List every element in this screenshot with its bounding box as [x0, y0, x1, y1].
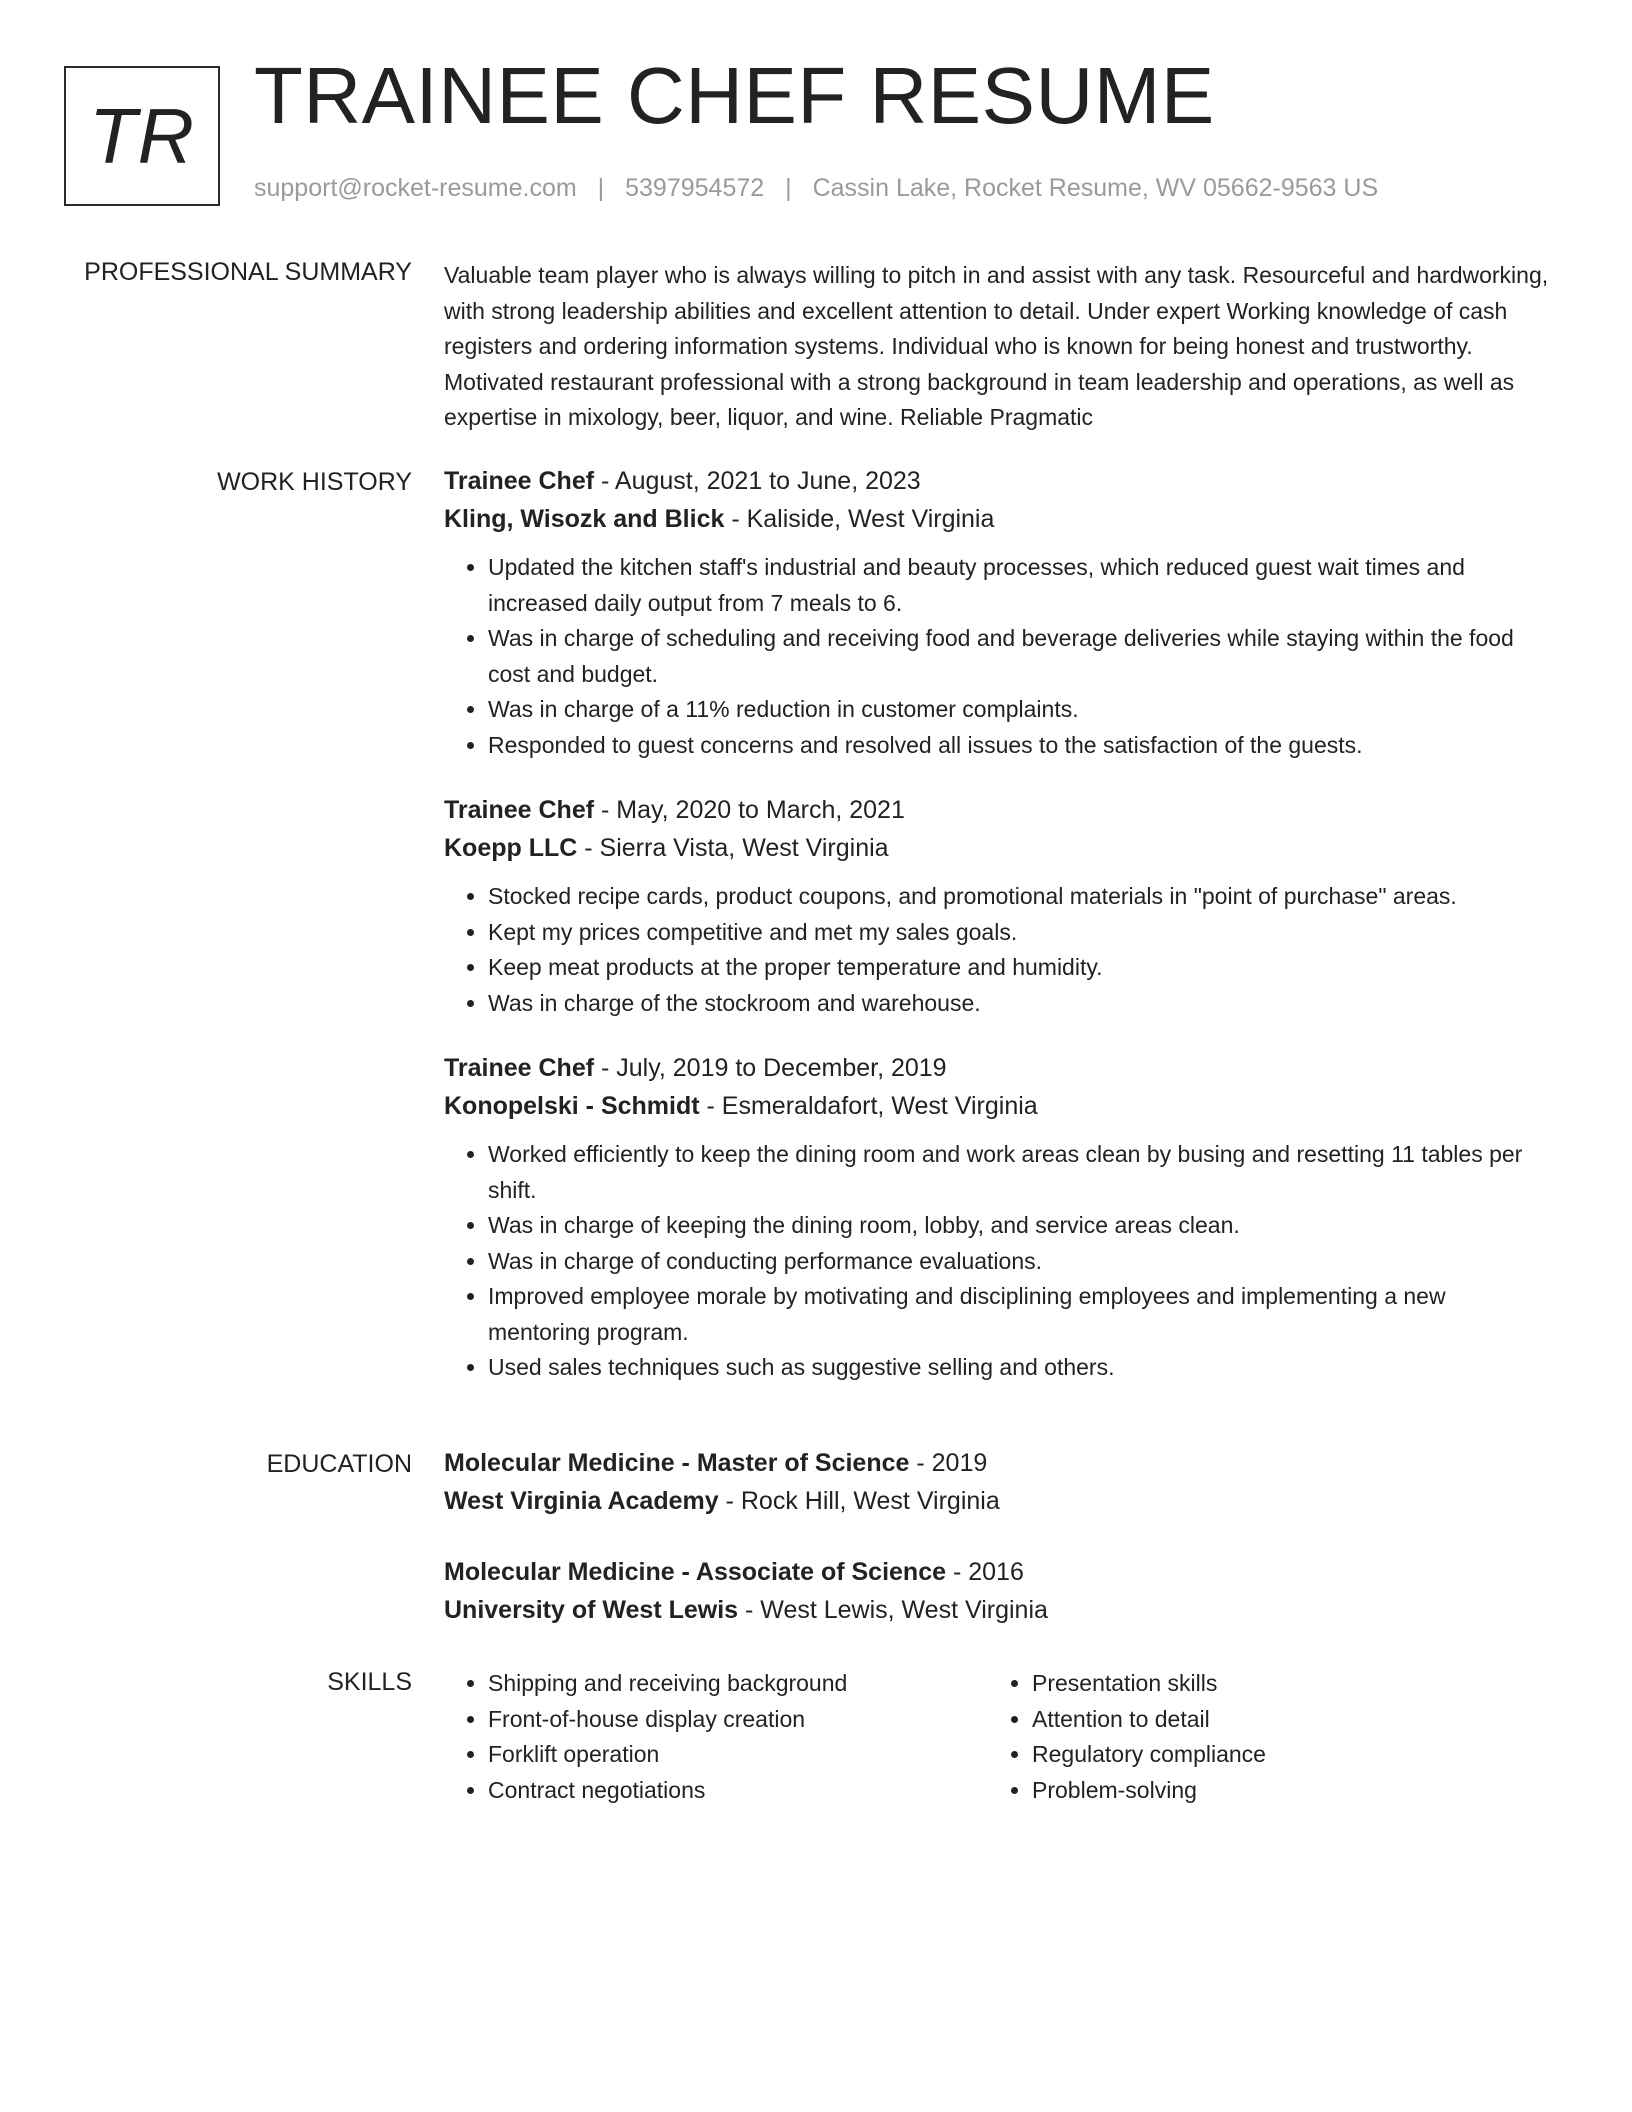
skill-item: • Contract negotiations: [488, 1773, 988, 1809]
job-bullet: • Worked efficiently to keep the dining room and work areas clean by busing and resetting 11 tables per shift.: [488, 1137, 1554, 1208]
skills-column-left: [444, 1666, 988, 1808]
job-bullet: • Kept my prices competitive and met my sales goals.: [488, 915, 1554, 951]
job-bullets: [444, 879, 1554, 1021]
job-bullet: • Was in charge of a 11% reduction in customer complaints.: [488, 692, 1554, 728]
education-school: University of West Lewis: [444, 1596, 739, 1624]
education-school: West Virginia Academy: [444, 1487, 719, 1515]
skill-item: • Shipping and receiving background: [488, 1666, 988, 1702]
job-bullet: • Was in charge of conducting performance evaluations.: [488, 1244, 1554, 1280]
job-company-line: [444, 500, 1554, 538]
job-location: - Kaliside, West Virginia: [724, 505, 995, 533]
job-bullet: • Was in charge of the stockroom and warehouse.: [488, 986, 1554, 1022]
job-bullet: • Improved employee morale by motivating and disciplining employees and implementing a new mentoring program.: [488, 1279, 1554, 1350]
job-entry: [444, 1049, 1554, 1386]
summary-text: Valuable team player who is always willing to pitch in and assist with any task. Resourceful and hardworking, with strong leadership abilities and excellent attention to detail. Under expert Working knowledge of cash registers and ordering information systems. Individual who is known for being honest and trustworthy. Motivated restaurant professional with a strong background in team leadership and operations, as well as expertise in mixology, beer, liquor, and wine. Reliable Pragmatic: [444, 262, 1549, 430]
job-title: Trainee Chef: [444, 467, 595, 495]
resume-title: TRAINEE CHEF RESUME: [254, 51, 1215, 140]
job-bullets: [444, 550, 1554, 763]
job-title-line: [444, 1049, 1554, 1087]
education-degree-line: [444, 1444, 1554, 1482]
job-entry: [444, 791, 1554, 1021]
job-title: Trainee Chef: [444, 1054, 595, 1082]
education-label: EDUCATION: [266, 1450, 412, 1478]
job-bullet: • Stocked recipe cards, product coupons, and promotional materials in "point of purchase" areas.: [488, 879, 1554, 915]
job-bullet: • Updated the kitchen staff's industrial and beauty processes, which reduced guest wait times and increased daily output from 7 meals to 6.: [488, 550, 1554, 621]
job-company-line: [444, 1087, 1554, 1125]
job-bullet: • Was in charge of keeping the dining room, lobby, and service areas clean.: [488, 1208, 1554, 1244]
education-school-line: [444, 1482, 1554, 1520]
education-entry: [444, 1444, 1554, 1520]
monogram-box: [64, 66, 220, 206]
skill-item: • Forklift operation: [488, 1737, 988, 1773]
contact-separator: |: [597, 174, 605, 202]
job-bullet: • Was in charge of scheduling and receiving food and beverage deliveries while staying within the food cost and budget.: [488, 621, 1554, 692]
job-location: - Esmeraldafort, West Virginia: [699, 1092, 1038, 1120]
contact-line: [254, 174, 1378, 203]
education-entry: [444, 1553, 1554, 1629]
education-year: - 2019: [909, 1449, 988, 1477]
education-degree: Molecular Medicine - Associate of Science: [444, 1558, 947, 1586]
education-location: - Rock Hill, West Virginia: [718, 1487, 1000, 1515]
job-title-line: [444, 462, 1554, 500]
skill-item: • Problem-solving: [1032, 1773, 1532, 1809]
job-title-line: [444, 791, 1554, 829]
education-degree: Molecular Medicine - Master of Science: [444, 1449, 910, 1477]
job-company-line: [444, 829, 1554, 867]
work-history-body: [444, 462, 1554, 1386]
skill-item: • Front-of-house display creation: [488, 1702, 988, 1738]
job-bullet: • Used sales techniques such as suggestive selling and others.: [488, 1350, 1554, 1386]
skills-grid: [444, 1666, 1554, 1808]
skills-column-right: [988, 1666, 1532, 1808]
education-degree-line: [444, 1553, 1554, 1591]
skill-item: • Regulatory compliance: [1032, 1737, 1532, 1773]
job-title: Trainee Chef: [444, 796, 595, 824]
job-bullet: • Keep meat products at the proper temperature and humidity.: [488, 950, 1554, 986]
job-dates: - July, 2019 to December, 2019: [594, 1054, 947, 1082]
monogram-initials: TR: [89, 91, 195, 180]
job-bullets: [444, 1137, 1554, 1386]
contact-address: Cassin Lake, Rocket Resume, WV 05662-9563 US: [812, 174, 1379, 202]
summary-label: PROFESSIONAL SUMMARY: [84, 258, 412, 286]
job-entry: [444, 462, 1554, 763]
education-school-line: [444, 1591, 1554, 1629]
skill-item: • Attention to detail: [1032, 1702, 1532, 1738]
job-location: - Sierra Vista, West Virginia: [577, 834, 889, 862]
job-bullet: • Responded to guest concerns and resolved all issues to the satisfaction of the guests.: [488, 728, 1554, 764]
job-dates: - August, 2021 to June, 2023: [594, 467, 921, 495]
contact-separator: |: [785, 174, 792, 202]
job-company: Koepp LLC: [444, 834, 578, 862]
skills-label: SKILLS: [327, 1668, 412, 1696]
education-year: - 2016: [946, 1558, 1024, 1586]
education-location: - West Lewis, West Virginia: [738, 1596, 1048, 1624]
skill-item: • Presentation skills: [1032, 1666, 1532, 1702]
education-body: [444, 1444, 1554, 1629]
contact-email[interactable]: support@rocket-resume.com: [254, 174, 577, 202]
work-history-label: WORK HISTORY: [217, 468, 412, 496]
job-company: Kling, Wisozk and Blick: [444, 505, 725, 533]
job-dates: - May, 2020 to March, 2021: [594, 796, 905, 824]
job-company: Konopelski - Schmidt: [444, 1092, 700, 1120]
contact-phone[interactable]: 5397954572: [625, 174, 765, 202]
